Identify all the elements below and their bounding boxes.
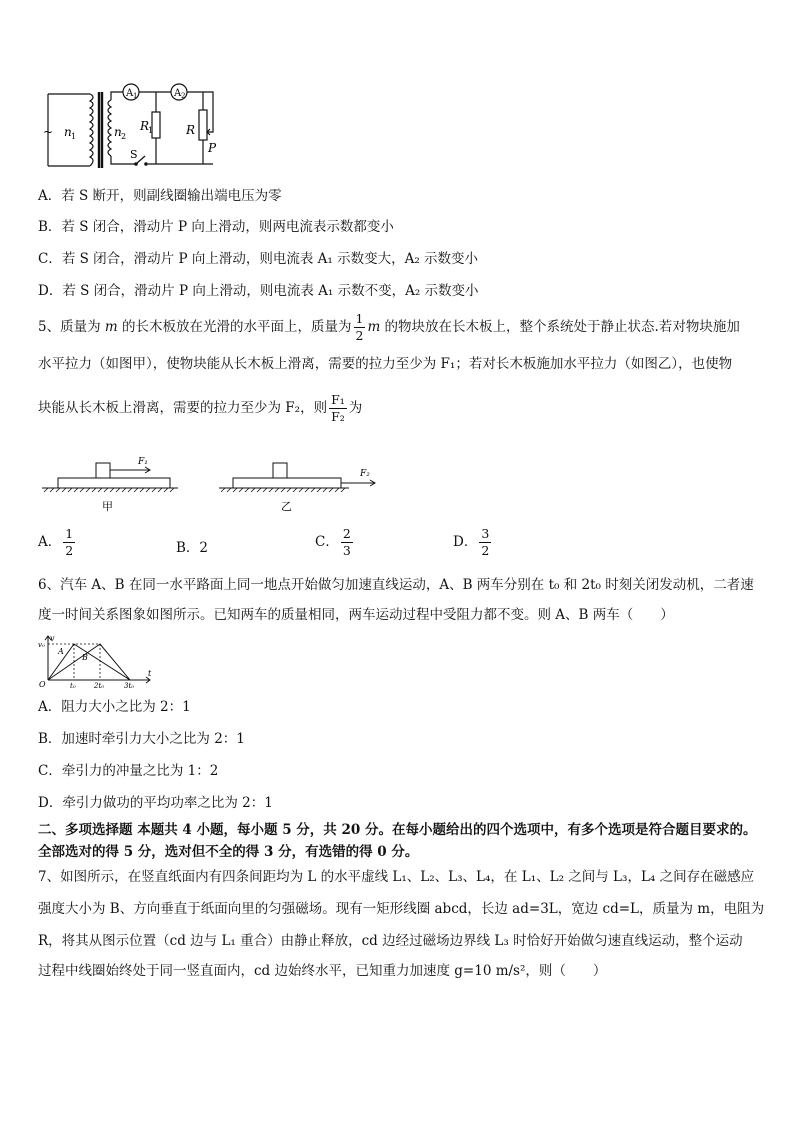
q5-ratio-den: F₂ — [331, 409, 345, 424]
q5-half-fraction — [354, 311, 366, 344]
q5-ratio-num: F₁ — [331, 392, 345, 407]
q5-ratio-fraction — [329, 392, 347, 425]
q5-option-d-label: D． — [453, 534, 478, 550]
q6-option-c: C．牵引力的冲量之比为 1：2 — [38, 763, 219, 779]
q5-stem-line3 — [38, 392, 362, 425]
q6-line-b-label: B — [82, 653, 88, 662]
q4-option-c: C．若 S 闭合，滑动片 P 向上滑动，则电流表 A₁ 示数变大，A₂ 示数变小 — [38, 251, 479, 267]
q6-axis-t-label: t — [148, 669, 152, 678]
q5-text-b: 的长木板放在光滑的水平面上，质量为 — [117, 319, 352, 335]
q5-stem-line1 — [38, 311, 740, 344]
n2-subscript: 2 — [121, 132, 127, 141]
q5-option-a-den: 2 — [65, 543, 74, 558]
q7-stem-line2: 强度大小为 B、方向垂直于纸面向里的匀强磁场。现有一矩形线圈 abcd，长边 ad=3L，宽边 cd=L，质量为 m，电阻为 — [38, 901, 765, 917]
q5-option-c-den: 3 — [342, 543, 351, 558]
r1-label: R — [140, 119, 150, 133]
switch-s-label: S — [130, 148, 138, 161]
r1-subscript: 1 — [148, 126, 154, 135]
section2-header-line2: 全部选对的得 5 分，选对但不全的得 3 分，有选错的得 0 分。 — [38, 844, 419, 860]
q4-option-a: A．若 S 断开，则副线圈输出端电压为零 — [38, 188, 282, 204]
q7-stem-line3: R，将其从图示位置（cd 边与 L₁ 重合）由静止释放，cd 边经过磁场边界线 L₃ 时恰好开始做匀速直线运动，整个运动 — [38, 933, 743, 949]
q6-stem-line1: 6、汽车 A、B 在同一水平路面上同一地点开始做匀加速直线运动，A、B 两车分别在 t₀ 和 2t₀ 时刻关闭发动机，二者速 — [38, 577, 754, 593]
ac-source-symbol: ~ — [43, 125, 54, 139]
q5-option-d — [453, 526, 493, 559]
q5-mass-m: m — [104, 319, 118, 335]
q6-line-a-label: A — [58, 647, 64, 656]
q5-option-d-den: 2 — [481, 543, 490, 558]
q5-jia-caption: 甲 — [102, 500, 113, 513]
q6-stem-line2: 度一时间关系图象如图所示。已知两车的质量相同，两车运动过程中受阻力都不变。则 A、B 两车（ ） — [38, 607, 674, 623]
slider-p-label: P — [208, 141, 217, 155]
q7-stem-line4: 过程中线圈始终处于同一竖直面内，cd 边始终水平，已知重力加速度 g=10 m/s²，则（ ） — [38, 963, 607, 979]
q7-stem-line1: 7、如图所示，在竖直纸面内有四条间距均为 L 的水平虚线 L₁、L₂、L₃、L₄，在 L₁、L₂ 之间与 L₃，L₄ 之间存在磁感应 — [38, 869, 755, 885]
q5-text-c: 的物块放在长木板上，整个系统处于静止状态.若对物块施加 — [380, 319, 740, 335]
q6-option-d: D．牵引力做功的平均功率之比为 2：1 — [38, 795, 273, 811]
transformer-circuit-diagram — [38, 80, 228, 175]
q5-mass-m-2: m — [367, 319, 381, 335]
ammeter-a1-subscript: 1 — [133, 92, 138, 100]
q5-yi-caption: 乙 — [281, 500, 292, 513]
q5-option-c-label: C． — [315, 534, 339, 550]
q5-half-den: 2 — [355, 328, 364, 343]
ammeter-a1-label: A — [126, 88, 134, 99]
q5-option-a-label: A． — [38, 534, 62, 550]
q6-v0-label: v₀ — [38, 641, 45, 649]
q5-option-c-fraction — [341, 526, 353, 559]
n1-subscript: 1 — [71, 132, 77, 141]
section2-header-line1: 二、多项选择题 本题共 4 小题，每小题 5 分，共 20 分。在每小题给出的四个选项中，有多个选项是符合题目要求的。 — [38, 822, 757, 838]
n1-label: n — [64, 125, 72, 139]
q4-option-b: B．若 S 闭合，滑动片 P 向上滑动，则两电流表示数都变小 — [38, 219, 394, 235]
q6-velocity-time-graph — [38, 632, 158, 688]
q5-figure-yi — [215, 450, 385, 515]
q5-text-line3b: 为 — [348, 400, 363, 416]
q5-figure-jia — [38, 450, 188, 515]
q5-option-d-num: 3 — [481, 526, 490, 541]
q5-half-num: 1 — [355, 311, 364, 326]
q6-option-b: B．加速时牵引力大小之比为 2：1 — [38, 731, 245, 747]
q5-option-d-fraction — [479, 526, 491, 559]
r-label: R — [186, 123, 196, 137]
q5-option-a — [38, 526, 77, 559]
q5-option-b: B．2 — [176, 540, 209, 556]
q5-stem-line2: 水平拉力（如图甲），使物块能从长木板上滑离，需要的拉力至少为 F₁；若对长木板施加水平拉力（如图乙），也使物 — [38, 356, 733, 372]
q6-origin-label: O — [39, 680, 46, 688]
q6-tick-t0: t₀ — [70, 682, 76, 688]
q5-option-a-fraction — [63, 526, 75, 559]
n2-label: n — [114, 125, 122, 139]
q6-tick-3t0: 3t₀ — [124, 682, 135, 688]
q5-f1-label: F₁ — [138, 457, 148, 467]
q5-text-line3a: 块能从长木板上滑离，需要的拉力至少为 F₂，则 — [38, 400, 328, 416]
q6-tick-2t0: 2t₀ — [94, 682, 105, 688]
ammeter-a2-subscript: 2 — [181, 92, 186, 100]
q6-axis-v-label: v — [50, 634, 55, 643]
q5-f2-label: F₂ — [360, 469, 370, 479]
q4-option-d: D．若 S 闭合，滑动片 P 向上滑动，则电流表 A₁ 示数不变，A₂ 示数变小 — [38, 283, 479, 299]
q5-text-a: 5、质量为 — [38, 319, 105, 335]
q5-option-c-num: 2 — [342, 526, 351, 541]
q5-option-c — [315, 526, 355, 559]
q5-option-a-num: 1 — [65, 526, 74, 541]
ammeter-a2-label: A — [174, 88, 182, 99]
q6-option-a: A．阻力大小之比为 2：1 — [38, 699, 191, 715]
